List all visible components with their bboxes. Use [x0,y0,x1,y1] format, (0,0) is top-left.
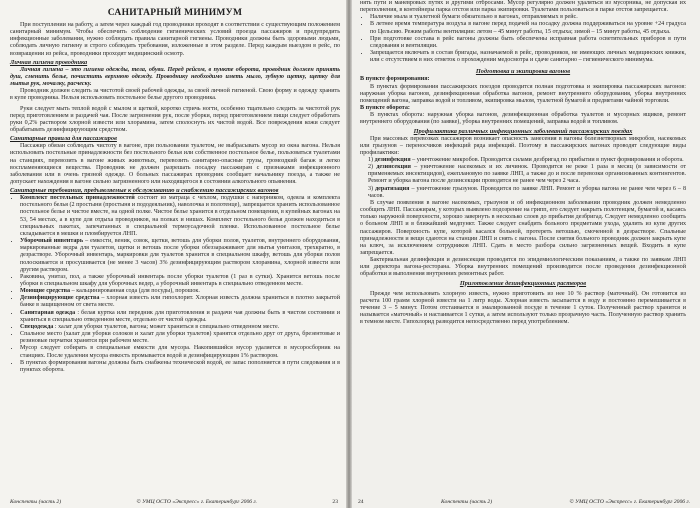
footer-title: Конспекты (часть 2) [10,499,62,505]
paragraph: Бактериальная дезинфекция и дезинсекция проводятся по эпидемиологическим показаниям, а также по заявкам ЛНП или директора вагона-ресторана. Уборка внутренних помещений производится после проведения дезинфекционной обработки и выполнения внутренних ремонтных работ. [360,257,686,278]
list-item: • Мусор следует собирать в специальные емкости для мусора. Накопившийся мусор удаляется в мусоросборник на станциях. После удаления мусора емкость промывается водой и дезинфицирующим 1% раствором. [20,345,340,359]
paragraph: Прежде чем использовать хлорную известь, нужно приготовить из нее 10 % раствор (маточный). Он готовится из расчета 100 грамм хлорной извести на 1 литр воды. Хлорная известь засыпается в воду и постоянно перемешивается в течение 3 – 5 минут. Потом отстаивается в эмалированной посуде в течение 1 суток. Полученный раствор хранится и называется «маточный» и настаивается 1 сутки, а затем используют только прозрачную часть. Полученную раствор хранить в темном месте. Гипохлорид разводится непосредственно перед употреблением. [360,290,686,326]
list-item: • Наличие мыла и туалетной бумаги обязательно в вагонах, отправляемых в рейс. [370,14,686,21]
paragraph: Личная гигиена – это гигиена одежды, тела, обуви. Перед рейсом, в пункте оборота, проводник должен принять душ, сменить белье, почистить верхнюю одежду. Проводнику необходимо иметь мыло, зубную щетку, щетку для мытья рук, мочалку, расческу. [10,66,340,88]
list-item: • Комплект постельных принадлежностей состоит из матраца с чехлом, подушки с наперником, одеяла и комплекта постельного белья (2 простыни (простыня и пододеяльник), наволочка и полотенце), запрещается хранить использованное постельное белье и чистое вместе, на одной полке. Чистое белье хранится в отдельном помещении, в купейных вагонах на 53, 54 местах, а в купе для отдыха проводников, на полках и нишах. Комплект постельного белья должен находиться в специальных пакетах, запечатанных в специальной термоусадочной пленке. Использованное постельное белье складывается в мешки и пломбируется ЛНП. [20,195,340,238]
list-item: 3) дератизация – уничтожение грызунов. Проводится по заявке ЛНП. Ремонт и уборка вагона не ранее чем через 6 – 8 часов. [368,185,686,199]
paragraph: При массовых перевозках пассажиров возникает опасность занесения в вагоны болезнетворных микробов, насекомых или грызунов – переносчиков инфекций ряда инфекций. Поэтому в пассажирских вагонах проводят следующие виды профилактики: [360,135,686,156]
footer-copyright: © УМЦ ОСТО «Экспресс» г. Екатеринбург 2006 г. [569,499,690,505]
page-number: 23 [332,499,338,505]
section-heading-sanitary-requirements: Санитарные требования, предъявляемые к обслуживанию и снабжению пассажирских вагонов [10,187,279,195]
section-heading-personal-hygiene: Личная гигиена проводника [10,58,88,66]
paragraph: В пунктах формирования пассажирских поездов проводится полная подготовка и экипировка пассажирских вагонов: наружная уборка вагонов, дезинфекционная обработка вагонов, ремонт внутреннего оборудования, уборка внутренних помещений вагона, заправка водой и топливом, экипировка мылом, туалетной бумагой и предметами чайной торговли. [360,83,686,104]
section-heading-passenger-rules: Санитарные правила для пассажиров [10,135,117,143]
list-item: 2) дезинсекция – уничтожение насекомых и их личинок. Проводится не реже 1 раза в месяц (в зависимости от применяемых инсектицидов), ежеплановую по заявке ЛНП, а также до и после перевозки организованных контингентов. Ремонт и уборка вагона после дезинсекции проводятся не ранее чем через 2 часа. [368,164,686,185]
list-item: • Спальное место (халат для уборки солоков и халат для уборки туалетов) хранятся отдельно друг от друга, брезентовые и резиновые перчатки хранятся при рабочем месте. [20,331,340,345]
list-item: • В летнее время температура воздуха в вагоне перед подачей на посадку должна поддерживаться на уровне +24 градуса по Цельсию. Режим работы вентиляции: летом – 45 минут работы, 15 отдыха; зимой – 15 минут работы, 45 отдыха. [370,21,686,35]
requirements-list [10,195,340,374]
right-page [348,0,700,508]
paragraph: Пассажир обязан соблюдать чистоту в вагоне, при пользовании туалетом, не выбрасывать мусор из окна вагона. Нельзя использовать постельные принадлежности без постельного белья или собственное постельное белье, пользоваться туалетами на станциях, перевозить в вагоне живых животных, перевозить санитарно-опасные грузы, громоздкий багаж и легко воспламеняющиеся вещества. Проводник не должен разрешать посадку пассажирам с признаками инфекционного заболевания или в очень грязной одежде. О больных пассажирах проводник сообщает начальнику поезда, а также не допускает нахождения в вагоне сильно загрязненного или находящегося в состоянии алкогольного опьянения. [10,143,340,185]
paragraph: В пунктах оборота: наружная уборка вагонов, дезинфекционная обработка туалетов и мусорных ящиков, ремонт внутреннего оборудования (по заявке), уборка внутренних помещений, заправка водой и топливом. [360,112,686,126]
list-item: 1) дезинфекция – уничтожение микробов. Проводится силами дезбригад по прибытии в пункт формирования и оборота. [368,156,684,163]
page-title: САНИТАРНЫЙ МИНИМУМ [107,8,243,18]
page-number: 24 [358,499,364,505]
footer-title: Конспекты (часть 2) [441,499,493,505]
page-footer [358,499,690,505]
section-heading-prevention: Профилактика различных инфекционных заболеваний пассажирских поездах [413,127,633,135]
subheading-turnaround: В пункте оборота: [360,105,410,112]
list-item: • Санитарная одежда : белая куртка или передник для приготовления и раздачи чая должны быть в чистом состоянии и храниться в специально отведенном месте, отдельно от чистой одежды. [20,310,340,324]
list-item: • В пунктах формирования вагоны должны быть снабжены технической водой, ее запас пополняется в пути следования и в пунктах оборота. [20,360,340,374]
section-heading-solutions: Приготовление дезинфекционных растворов [459,279,587,287]
list-item: • Моющие средства – кальцинированная сода (для посуды), порошок. [20,288,340,295]
list-item: • При подготовке состава в рейс вагоны должны быть обеспечены исправная работа осветительных приборов в пути следования и вентиляции. [370,36,686,50]
page-footer [10,499,338,505]
intro-paragraph: При поступлении на работу, а затем через каждый год проводники проходят в соответствии с существующим положением санитарный минимум. Чтобы обеспечить соблюдение гигиенических условий проезда пассажиров и предупредить инфекционные заболевания, нужно соблюдать правила санитарной гигиены. Проводники должны быть здоровыми людьми, соблюдать личную гигиену и строго соблюдать требования, изложенные в этом разделе. Перед каждым выездом в рейс, по возвращении из рейса, проводники проходят медицинский осмотр. [10,22,340,57]
book-gutter [346,0,352,508]
paragraph: нять пути и маневровых путях и другими отбросами. Мусор регулярно должен удаляться из мусорника, не допуская их переполнения, в контейнеры парка отстоя или парка экипировки. Туалетами пользоваться в парке отстоя запрещается. [360,0,686,14]
list-item: • Запрещается включать в состав бригады, назначаемой в рейс, проводников, не имеющих личных медицинских книжек, или с отсутствием в них отметок о прохождении медосмотра и сдаче санитарно – гигиенического минимума. [370,50,686,64]
subheading-formation: В пункте формирования: [360,76,430,83]
conditions-list [360,14,686,64]
paragraph: Руки следует мыть теплой водой с мылом и щеткой, коротко стричь ногти, особенно тщательно следить за чистотой рук перед приготовлением и раздачей чая. После загрязнения рук, после уборки, перед приготовлением пищи следует обработать руки 0,2% раствором хлорной извести или хлорамина, затем сполоснуть их чистой водой. Все повреждения кожи следует обрабатывать дезинфицирующим средством. [10,105,340,134]
section-heading-preparation: Подготовка и экипировка вагонов [475,68,571,76]
paragraph: Проводник должен следить за чистотой своей рабочей одежды, за своей личной гигиеной. Свою форму и одежду хранить в купе проводника. Нельзя использовать постельное белье другого проводника. [10,88,340,102]
footer-copyright: © УМЦ ОСТО «Экспресс» г. Екатеринбург 2006 г. [136,499,257,505]
paragraph: В случае появления в вагоне насекомых, грызунов и об инфекционном заболевании проводник должен немедленно сообщить ЛНП. Пассажирам, у которых выявлено подозрение на грипп, его следует накрыть полотенцем, бумагой и, касаясь только наружной поверхности, хорошо завернуть в несколько слоев до прибытия дезбригад. Следует немедленно сообщить о больном ЛНП и в ближайший медпункт. Также следует снабдить больного предметами ухода, удалить из купе других пассажиров. Поверхность купе, которой касался больной, протереть ветошью, смоченной в дезрастворе. Спальные принадлежности и вещи сдаются на станции ЛНП и снять с вагона. После снятия больного проводник должен закрыть купе на ключ, за исключением сотрудников ЛНП. Сдать в место разбора сильно загрязненных вещей. Входить в купе запрещается. [360,199,686,256]
list-item: • Спецодежда : халат для уборки туалетов, вагона; может храниться в специально отведенном месте. [20,324,340,331]
left-page [0,0,348,508]
list-item: • Дезинфицирующие средства – хлорная известь или гипохлорит. Хлорная известь должна храниться в плотно закрытой банке в защищенном от света месте. [20,295,340,309]
list-item: • Уборочный инвентарь – емкости, веник, совок, щетки, ветошь для уборки полов, туалетов, внутреннего оборудования, маркированные ведра для туалетов, щетки и ветошь после уборки обеззараживают для мытья унитазов, трехкратно, в дезрастворе. Уборочный инвентарь, маркировки для туалетов хранится в специальном шкафу, ветошь для уборки полов полоскивается и просушивается (не менее 3 часов) 3% дезинфицирующим раствором хлорамина, хлорной извести или другим раствором. [20,238,340,274]
list-item: • Раковина, унитаз, пол, а также уборочный инвентарь после уборки туалетов (1 раз в сутки). Хранится ветошь после уборки в специальном шкафу для уборочных ведер, а уборочный инвентарь в специально отведенном месте. [20,274,340,288]
prevention-list [360,157,686,200]
